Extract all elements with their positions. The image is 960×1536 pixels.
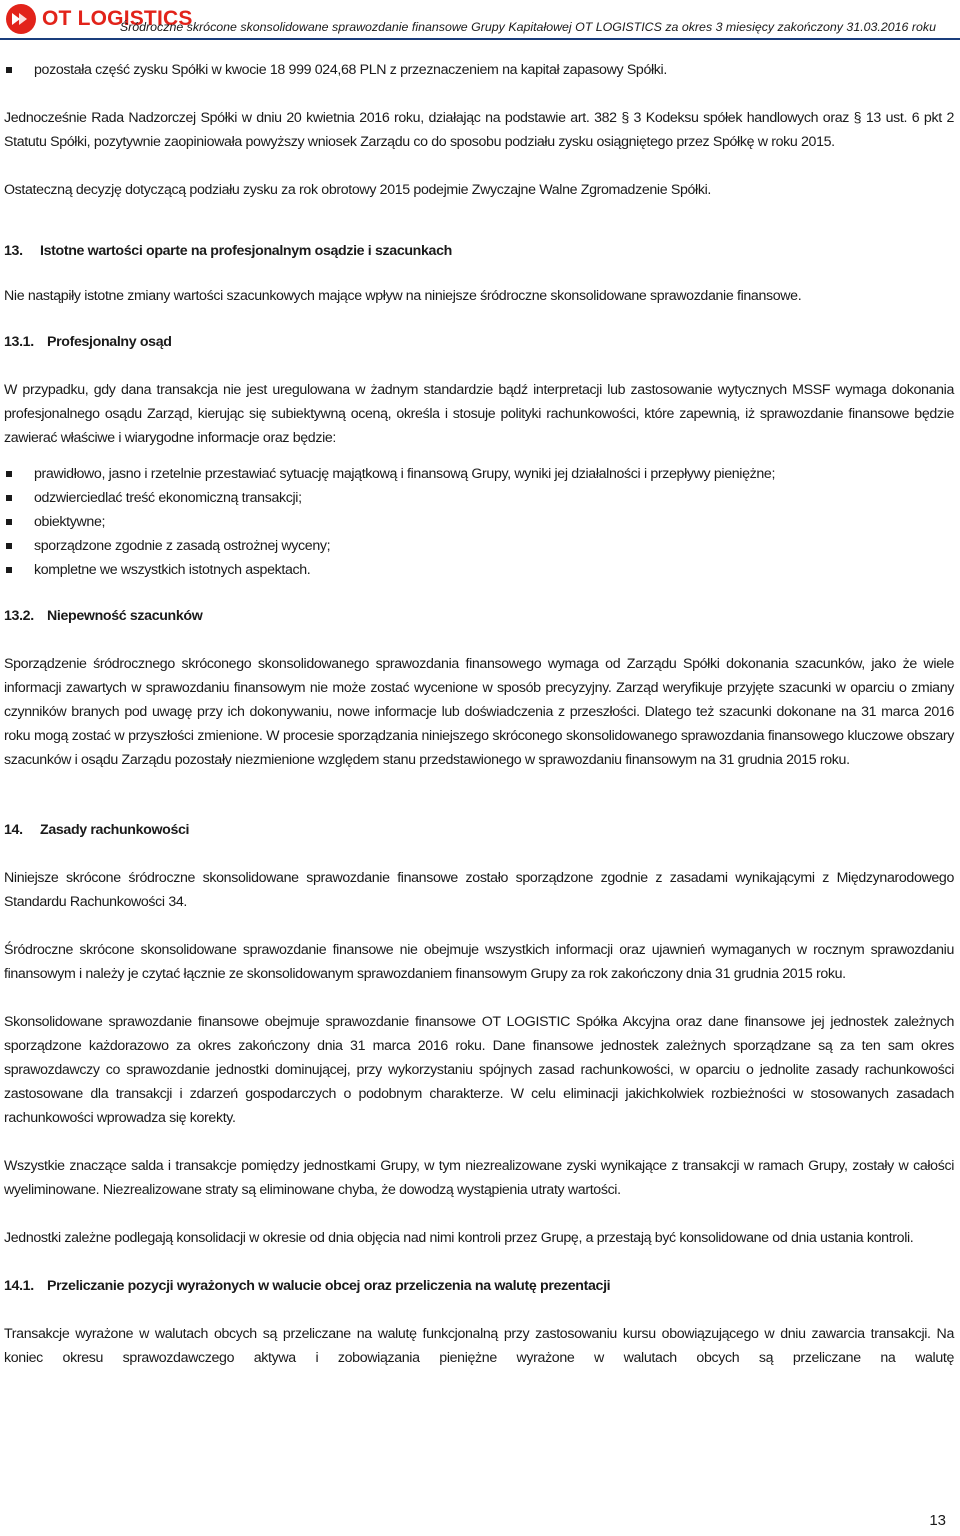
section-13-text: Nie nastąpiły istotne zmiany wartości szacunkowych mające wpływ na niniejsze śródroczne skonsolidowane sprawozdanie finansowe.: [4, 288, 802, 304]
section-14-paragraph: Skonsolidowane sprawozdanie finansowe obejmuje sprawozdanie finansowe OT LOGISTIC Spółka Akcyjna oraz dane finansowe jej jednostek zależnych sporządzone każdorazowo za okres zakończony dnia 31 marca 2016 roku. Dane finansowe jednostek zależnych sporządzane są za ten sam okres sprawozdawczy co sprawozdanie jednostki dominującej, przy wykorzystaniu spójnych zasad rachunkowości, w oparciu o jednolite zasady rachunkowości zastosowane dla transakcji i zdarzeń gospodarczych o podobnym charakterze. W celu eliminacji jakichkolwiek rozbieżności w stosowanych zasadach rachunkowości wprowadza się korekty.: [4, 1014, 954, 1126]
header-divider: [0, 38, 960, 40]
list-item: pozostała część zysku Spółki w kwocie 18 999 024,68 PLN z przeznaczeniem na kapitał zapasowy Spółki.: [4, 58, 954, 82]
list-item: prawidłowo, jasno i rzetelnie przestawiać sytuację majątkową i finansową Grupy, wyniki jej działalności i przepływy pieniężne;: [4, 462, 954, 486]
section-13-2-text: Sporządzenie śródrocznego skróconego skonsolidowanego sprawozdania finansowego wymaga od Zarządu Spółki dokonania szacunków, jako że wiele informacji zawartych w sprawozdaniu finansowym nie może zostać wycenione w sposób precyzyjny. Zarząd weryfikuje przyjęte szacunki w oparciu o zmiany czynników branych pod uwagę przy ich dokonywaniu, nowe informacje lub doświadczenia z przeszłości. Dlatego też szacunki dokonane na 31 marca 2016 roku mogą zostać w przyszłości zmienione. W procesie sporządzania niniejszego skróconego skonsolidowanego sprawozdania finansowego kluczowe obszary szacunków i osądu Zarządu pozostały niezmienione względem stanu przedstawionego w sprawozdaniu finansowym na 31 grudnia 2015 roku.: [4, 656, 954, 768]
section-number: 14.1.: [4, 1278, 34, 1294]
page-number: 13: [929, 1512, 946, 1529]
section-number: 14.: [4, 822, 23, 838]
judgement-criteria-list: [4, 462, 954, 582]
section-14-paragraph: Śródroczne skrócone skonsolidowane sprawozdanie finansowe nie obejmuje wszystkich informacji oraz ujawnień wymaganych w rocznym sprawozdaniu finansowym i należy je czytać łącznie ze skonsolidowanym sprawozdaniem finansowym Grupy za rok zakończony dnia 31 grudnia 2015 roku.: [4, 942, 954, 982]
list-item: sporządzone zgodnie z zasadą ostrożnej wyceny;: [4, 534, 954, 558]
section-14-heading: [4, 818, 954, 842]
section-13-1-heading: [4, 330, 954, 354]
section-number: 13.: [4, 243, 23, 259]
page-header: [0, 0, 960, 44]
section-14-paragraph: Jednostki zależne podlegają konsolidacji w okresie od dnia objęcia nad nimi kontroli przez Grupę, a przestają być konsolidowane od dnia ustania kontroli.: [4, 1230, 914, 1246]
section-14-1-heading: [4, 1274, 954, 1298]
profit-allocation-list: [4, 58, 954, 82]
section-title: Przeliczanie pozycji wyrażonych w walucie obcej oraz przeliczenia na walutę prezentacji: [47, 1278, 611, 1294]
section-title: Profesjonalny osąd: [47, 334, 172, 350]
section-number: 13.1.: [4, 334, 34, 350]
section-13-2-heading: [4, 604, 954, 628]
section-13-1-text: W przypadku, gdy dana transakcja nie jest uregulowana w żadnym standardzie bądź interpretacji lub zastosowanie wytycznych MSSF wymaga dokonania profesjonalnego osądu Zarząd, kierując się subiektywną oceną, określa i stosuje polityki rachunkowości, które zapewnią, iż sprawozdanie finansowe będzie zawierać właściwe i wiarygodne informacje oraz będzie:: [4, 382, 954, 446]
section-14-1-text: Transakcje wyrażone w walutach obcych są przeliczane na walutę funkcjonalną przy zastosowaniu kursu obowiązującego w dniu zawarcia transakcji. Na koniec okresu sprawozdawczego aktywa i zobowiązania pieniężne wyrażone w walutach obcych są przeliczane na walutę: [4, 1326, 954, 1366]
section-number: 13.2.: [4, 608, 34, 624]
paragraph-rada: Jednocześnie Rada Nadzorczej Spółki w dniu 20 kwietnia 2016 roku, działając na podstawie art. 382 § 3 Kodeksu spółek handlowych oraz § 13 ust. 6 pkt 2 Statutu Spółki, pozytywnie zaopiniowała powyższy wniosek Zarządu co do sposobu podziału zysku osiągniętego przez Spółkę w roku 2015.: [4, 110, 954, 150]
paragraph-decyzja: Ostateczną decyzję dotyczącą podziału zysku za rok obrotowy 2015 podejmie Zwyczajne Walne Zgromadzenie Spółki.: [4, 182, 711, 198]
section-14-paragraph: Wszystkie znaczące salda i transakcje pomiędzy jednostkami Grupy, w tym niezrealizowane zyski wynikające z transakcji w ramach Grupy, zostały w całości wyeliminowane. Niezrealizowane straty są eliminowane chyba, że dowodzą wystąpienia utraty wartości.: [4, 1158, 954, 1198]
list-item: odzwierciedlać treść ekonomiczną transakcji;: [4, 486, 954, 510]
ot-logistics-logo-icon: [4, 2, 38, 36]
document-body: [4, 58, 954, 1370]
list-item: kompletne we wszystkich istotnych aspektach.: [4, 558, 954, 582]
list-item: obiektywne;: [4, 510, 954, 534]
section-13-heading: [4, 239, 954, 263]
section-title: Zasady rachunkowości: [40, 822, 190, 838]
logo-text: OT LOGISTICS: [42, 7, 193, 30]
section-title: Niepewność szacunków: [47, 608, 203, 624]
section-title: Istotne wartości oparte na profesjonalnym osądzie i szacunkach: [40, 243, 452, 259]
document-title: Śródroczne skrócone skonsolidowane sprawozdanie finansowe Grupy Kapitałowej OT LOGISTICS za okres 3 miesięcy zakończony 31.03.2016 roku: [119, 20, 936, 34]
section-14-paragraph: Niniejsze skrócone śródroczne skonsolidowane sprawozdanie finansowe zostało sporządzone zgodnie z zasadami wynikającymi z Międzynarodowego Standardu Rachunkowości 34.: [4, 870, 954, 910]
